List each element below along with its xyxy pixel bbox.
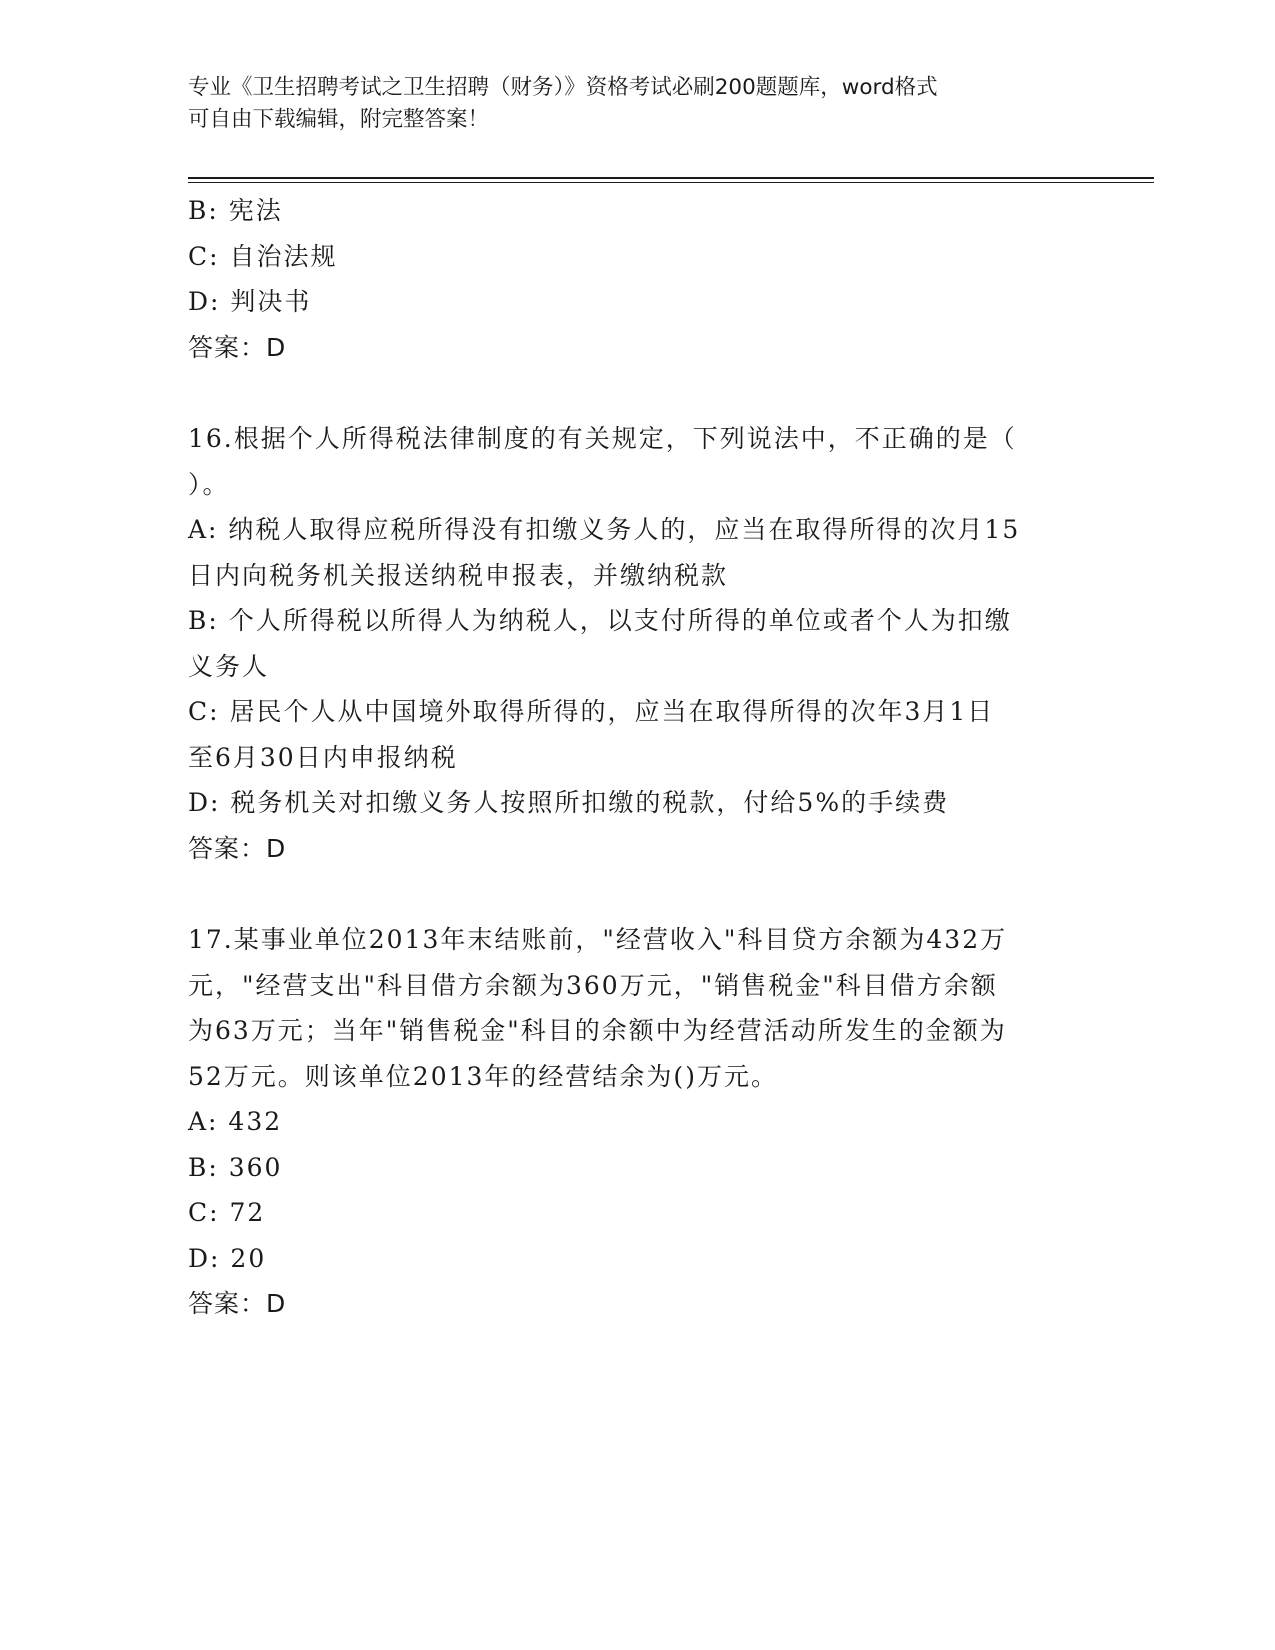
answer-label: 答案：D	[188, 332, 287, 362]
question-stem-continued: 为63万元；当年"销售税金"科目的余额中为经营活动所发生的金额为	[188, 1016, 1007, 1045]
question-stem-continued: 52万元。则该单位2013年的经营结余为()万元。	[188, 1061, 778, 1091]
header-divider-thick	[188, 177, 1154, 179]
question-content	[188, 188, 1088, 1327]
answer-label: 答案：D	[188, 1289, 287, 1318]
option-d: D: 20	[188, 1243, 267, 1273]
option-c: C: 自治法规	[188, 241, 338, 271]
question-17-block	[188, 917, 1088, 1327]
option-b: B: 360	[188, 1152, 283, 1182]
option-a: A: 纳税人取得应税所得没有扣缴义务人的，应当在取得所得的次月15	[188, 515, 1021, 544]
option-c: C: 居民个人从中国境外取得所得的，应当在取得所得的次年3月1日	[188, 697, 995, 726]
spacer	[188, 871, 1088, 917]
question-stem: 16.根据个人所得税法律制度的有关规定，下列说法中，不正确的是（	[188, 424, 1017, 453]
option-b: B: 个人所得税以所得人为纳税人，以支付所得的单位或者个人为扣缴	[188, 606, 1012, 635]
question-15-block	[188, 188, 1088, 370]
document-header	[188, 72, 1068, 136]
header-title-line-2: 可自由下载编辑，附完整答案！	[188, 107, 490, 132]
spacer	[188, 370, 1088, 416]
question-stem: 17.某事业单位2013年末结账前，"经营收入"科目贷方余额为432万	[188, 925, 1008, 954]
option-a-continued: 日内向税务机关报送纳税申报表，并缴纳税款	[188, 560, 729, 590]
question-stem-continued: 元，"经营支出"科目借方余额为360万元，"销售税金"科目借方余额	[188, 970, 998, 1000]
header-divider-thin	[188, 182, 1154, 183]
question-stem-continued: ）。	[188, 469, 230, 499]
option-b-continued: 义务人	[188, 651, 270, 681]
option-a: A: 432	[188, 1107, 283, 1136]
option-d: D: 税务机关对扣缴义务人按照所扣缴的税款，付给5%的手续费	[188, 788, 950, 817]
option-d: D: 判决书	[188, 287, 312, 316]
option-c: C: 72	[188, 1198, 266, 1227]
question-16-block	[188, 416, 1088, 871]
answer-label: 答案：D	[188, 833, 287, 863]
option-c-continued: 至6月30日内申报纳税	[188, 742, 458, 772]
option-b: B: 宪法	[188, 196, 283, 225]
header-title-line-1: 专业《卫生招聘考试之卫生招聘（财务）》资格考试必刷200题题库，word格式	[188, 75, 938, 100]
